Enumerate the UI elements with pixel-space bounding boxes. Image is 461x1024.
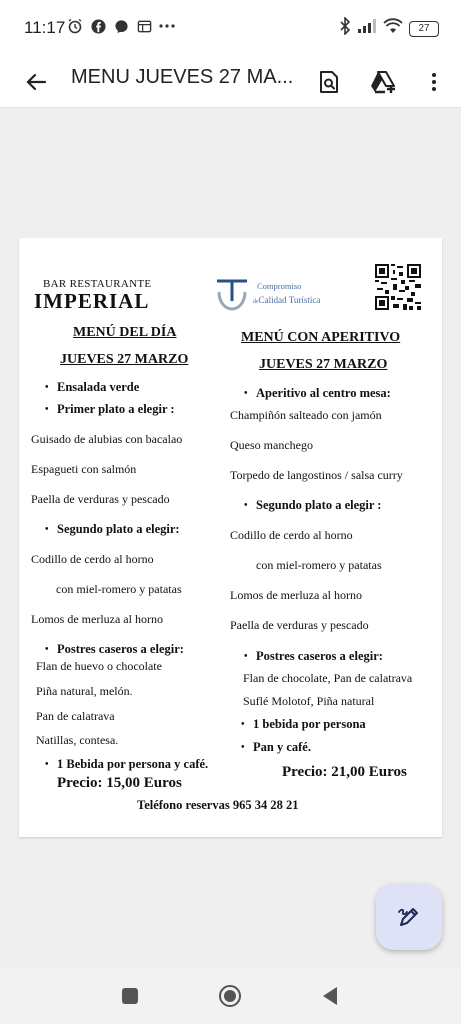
calidad-logo-line2 — [253, 295, 320, 305]
right-aperitivo-3: Torpedo de langostinos / salsa curry — [230, 468, 403, 482]
logo-restaurant-name: IMPERIAL — [34, 289, 150, 313]
app-bar — [0, 56, 461, 108]
qr-code-icon — [375, 264, 421, 310]
right-segundo-3: Lomos de merluza al horno — [230, 588, 362, 602]
left-ensalada: Ensalada verde — [57, 380, 140, 394]
right-price: Precio: 21,00 Euros — [282, 764, 407, 780]
left-primer-3: Paella de verduras y pescado — [31, 492, 170, 506]
bullet-icon: • — [45, 759, 49, 770]
left-segundo-3: Lomos de merluza al horno — [31, 612, 163, 626]
bullet-icon: • — [241, 742, 245, 753]
search-document-icon — [318, 70, 340, 94]
bullet-icon: • — [241, 719, 245, 730]
left-segundo-1: Codillo de cerdo al horno — [31, 552, 154, 566]
more-options-button[interactable] — [414, 62, 454, 102]
bullet-icon: • — [45, 404, 49, 415]
right-bebida: 1 bebida por persona — [253, 717, 366, 731]
home-circle-icon — [218, 984, 242, 1008]
right-aperitivo-1: Champiñón salteado con jamón — [230, 408, 382, 422]
right-postres-heading: Postres caseros a elegir: — [256, 649, 383, 663]
right-aperitivo-heading: Aperitivo al centro mesa: — [256, 386, 391, 400]
back-nav-button[interactable] — [316, 982, 344, 1010]
bullet-icon: • — [244, 388, 248, 399]
gallery-icon — [135, 17, 153, 35]
right-segundo-1: Codillo de cerdo al horno — [230, 528, 353, 542]
status-time: 11:17 — [24, 18, 66, 37]
right-segundo-4: Paella de verduras y pescado — [230, 618, 369, 632]
right-segundo-plato-heading: Segundo plato a elegir : — [256, 498, 382, 512]
bullet-icon: • — [45, 644, 49, 655]
left-postres-heading: Postres caseros a elegir: — [57, 642, 184, 656]
left-postre-2: Piña natural, melón. — [36, 684, 133, 698]
left-bebida: 1 Bebida por persona y café. — [57, 757, 209, 771]
calidad-logo-prefix: de — [253, 299, 259, 305]
right-segundo-2: con miel-romero y patatas — [256, 558, 382, 572]
edit-pen-icon — [396, 904, 422, 930]
bullet-icon: • — [45, 524, 49, 535]
menu-del-dia-date: JUEVES 27 MARZO — [60, 352, 189, 367]
bullet-icon: • — [45, 382, 49, 393]
drive-add-icon — [370, 70, 398, 94]
left-segundo-plato-heading: Segundo plato a elegir: — [57, 522, 180, 536]
calidad-turistica-logo-icon — [215, 278, 249, 314]
home-button[interactable] — [216, 982, 244, 1010]
facebook-icon — [89, 17, 107, 35]
right-aperitivo-2: Queso manchego — [230, 438, 313, 452]
bullet-icon: • — [244, 500, 248, 511]
menu-del-dia-title: MENÚ DEL DÍA — [73, 325, 177, 340]
left-primer-2: Espagueti con salmón — [31, 462, 137, 476]
menu-aperitivo-date: JUEVES 27 MARZO — [259, 357, 388, 372]
left-postre-3: Pan de calatrava — [36, 709, 115, 723]
system-nav-bar — [0, 968, 461, 1024]
edit-fab-button[interactable] — [376, 884, 442, 950]
recents-button[interactable] — [116, 982, 144, 1010]
alarm-icon — [66, 17, 84, 35]
back-triangle-icon — [321, 986, 339, 1006]
messenger-icon — [112, 17, 130, 35]
logo-subtitle: BAR RESTAURANTE — [43, 278, 152, 290]
add-to-drive-button[interactable] — [364, 62, 404, 102]
status-system-icons — [339, 17, 439, 40]
more-vert-icon — [431, 72, 437, 92]
right-pan-cafe: Pan y café. — [253, 740, 311, 754]
status-bar — [0, 0, 461, 56]
find-in-document-button[interactable] — [309, 62, 349, 102]
wifi-icon — [383, 18, 403, 39]
calidad-logo-line1: Compromiso — [257, 281, 302, 291]
left-primer-plato-heading: Primer plato a elegir : — [57, 402, 175, 416]
bluetooth-icon — [339, 17, 351, 40]
menu-aperitivo-title: MENÚ CON APERITIVO — [241, 330, 401, 345]
signal-icon — [357, 18, 377, 39]
back-arrow-icon — [25, 71, 47, 93]
status-notification-icons — [66, 17, 176, 35]
battery-icon: 27 — [409, 21, 439, 37]
right-postre-2: Suflé Molotof, Piña natural — [243, 694, 375, 708]
document-title: MENU JUEVES 27 MA... — [71, 66, 294, 88]
bullet-icon: • — [244, 651, 248, 662]
document-page — [19, 238, 442, 837]
left-segundo-2: con miel-romero y patatas — [56, 582, 182, 596]
left-postre-4: Natillas, contesa. — [36, 733, 119, 747]
recents-square-icon — [121, 987, 139, 1005]
left-primer-1: Guisado de alubias con bacalao — [31, 432, 183, 446]
right-postre-1: Flan de chocolate, Pan de calatrava — [243, 671, 413, 685]
more-dots-icon — [158, 17, 176, 35]
calidad-logo-name: Calidad Turística — [258, 295, 321, 305]
back-button[interactable] — [16, 62, 56, 102]
left-price: Precio: 15,00 Euros — [57, 775, 182, 791]
phone-reservations: Teléfono reservas 965 34 28 21 — [137, 798, 299, 812]
left-postre-1: Flan de huevo o chocolate — [36, 659, 162, 673]
